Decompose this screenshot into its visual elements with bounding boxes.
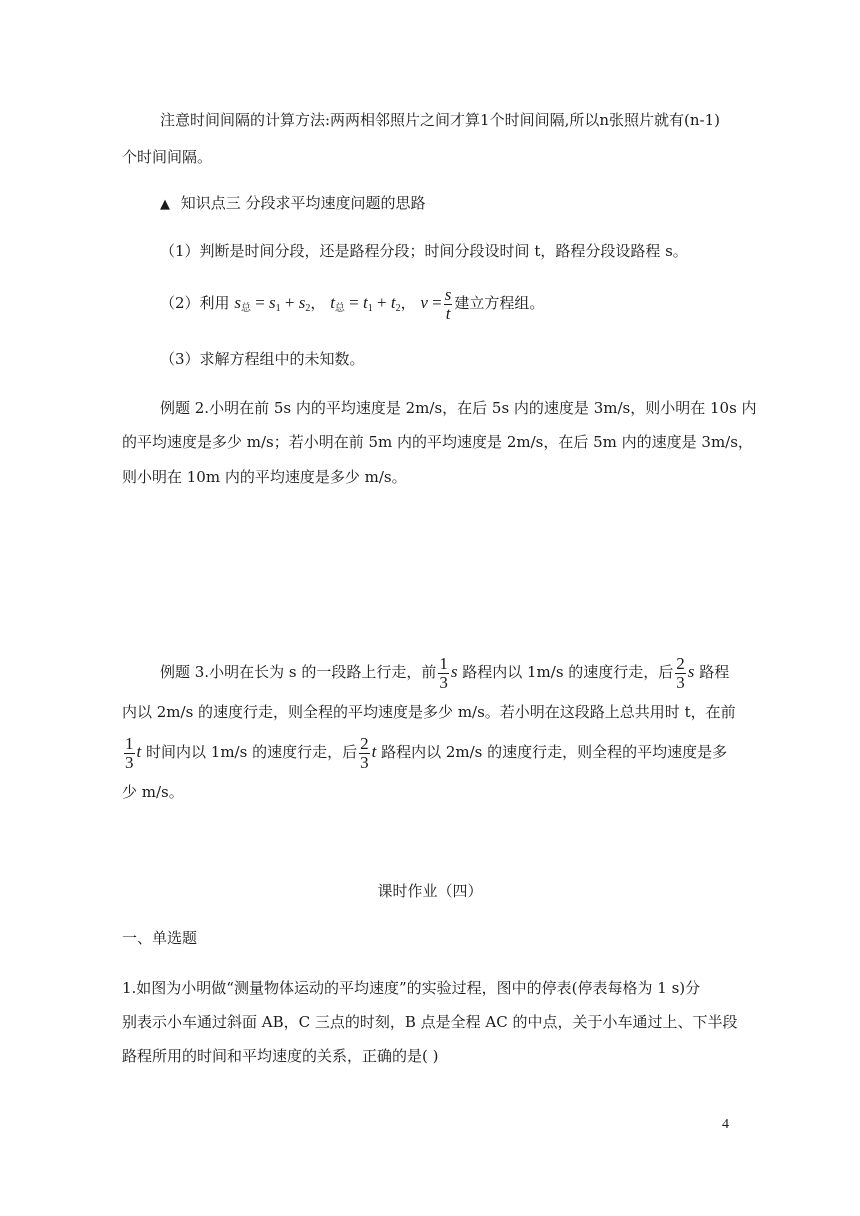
- example-3-text-d: 时间内以 1m/s 的速度行走，后: [146, 743, 358, 761]
- fraction-numerator: 1: [439, 653, 448, 673]
- formula-velocity: v =: [420, 293, 442, 312]
- example-3-line-1: [160, 652, 729, 692]
- example-3-text-e: 路程内以 2m/s 的速度行走，则全程的平均速度是多: [381, 743, 728, 761]
- note-line-1: 注意时间间隔的计算方法:两两相邻照片之间才算1个时间间隔,所以n张照片就有(n-1): [160, 111, 721, 129]
- step-1: （1）判断是时间分段，还是路程分段；时间分段设时间 t，路程分段设路程 s。: [160, 242, 688, 260]
- page-number: 4: [722, 1117, 729, 1132]
- example-3-text-a: 例题 3.小明在长为 s 的一段路上行走，前: [160, 663, 437, 681]
- step-2-suffix: 建立方程组。: [454, 294, 545, 312]
- example-2-line-3: 则小明在 10m 内的平均速度是多少 m/s。: [122, 468, 407, 486]
- fraction-one-third: [124, 735, 135, 772]
- fraction-two-thirds: [675, 655, 686, 692]
- var-s: s: [450, 662, 458, 681]
- fraction-two-thirds: [359, 735, 370, 772]
- fraction-numerator: 1: [125, 733, 134, 753]
- homework-title: 课时作业（四）: [377, 882, 483, 900]
- var-s: s: [687, 662, 695, 681]
- triangle-marker-icon: ▲: [160, 197, 170, 212]
- example-3-line-4: 少 m/s。: [122, 783, 184, 801]
- step-3: （3）求解方程组中的未知数。: [160, 350, 365, 368]
- fraction-denominator: 3: [439, 672, 448, 692]
- example-3-line-3: [122, 732, 727, 772]
- example-2-line-1: 例题 2.小明在前 5s 内的平均速度是 2m/s，在后 5s 内的速度是 3m/s，则小明在 10s 内: [160, 399, 757, 417]
- var-t: t: [371, 742, 377, 761]
- question-1-line-3: 路程所用的时间和平均速度的关系，正确的是( ): [122, 1047, 439, 1065]
- step-2-prefix: （2）利用: [160, 294, 230, 312]
- fraction-numerator: 2: [360, 733, 369, 753]
- fraction-denominator: 3: [676, 672, 685, 692]
- step-2: （2）利用 $s_总 = s_1 + s_2$， $t_总 = t_1 + t_2$， v = $\frac{s}{t}$ 建立方程组。: [160, 284, 545, 323]
- fraction-one-third: [438, 655, 449, 692]
- formula-total-distance: $s_总 = s_1 + s_2$: [234, 293, 311, 314]
- example-3-text-b: 路程内以 1m/s 的速度行走，后: [462, 663, 674, 681]
- knowledge-point-title: 知识点三 分段求平均速度问题的思路: [180, 194, 426, 212]
- fraction-denominator: 3: [360, 752, 369, 772]
- knowledge-point-heading: [160, 192, 426, 216]
- example-3-text-c: 路程: [699, 663, 730, 681]
- example-3-line-2: 内以 2m/s 的速度行走，则全程的平均速度是多少 m/s。若小明在这段路上总共用时 t，在前: [122, 703, 736, 721]
- section-heading: 一、单选题: [122, 929, 198, 947]
- var-t: t: [136, 742, 142, 761]
- example-2-line-2: 的平均速度是多少 m/s；若小明在前 5m 内的平均速度是 2m/s，在后 5m 内的速度是 3m/s，: [122, 433, 753, 451]
- question-1-line-2: 别表示小车通过斜面 AB，C 三点的时刻，B 点是全程 AC 的中点，关于小车通过上、下半段: [122, 1013, 738, 1031]
- fraction-denominator: 3: [125, 752, 134, 772]
- formula-total-time: $t_总 = t_1 + t_2$: [330, 293, 401, 314]
- formula-s-over-t: $\frac{s}{t}$: [444, 284, 452, 323]
- fraction-numerator: 2: [676, 653, 685, 673]
- question-1-line-1: 1.如图为小明做“测量物体运动的平均速度”的实验过程，图中的停表(停表每格为 1 s)分: [122, 979, 701, 997]
- note-line-2: 个时间间隔。: [122, 148, 213, 166]
